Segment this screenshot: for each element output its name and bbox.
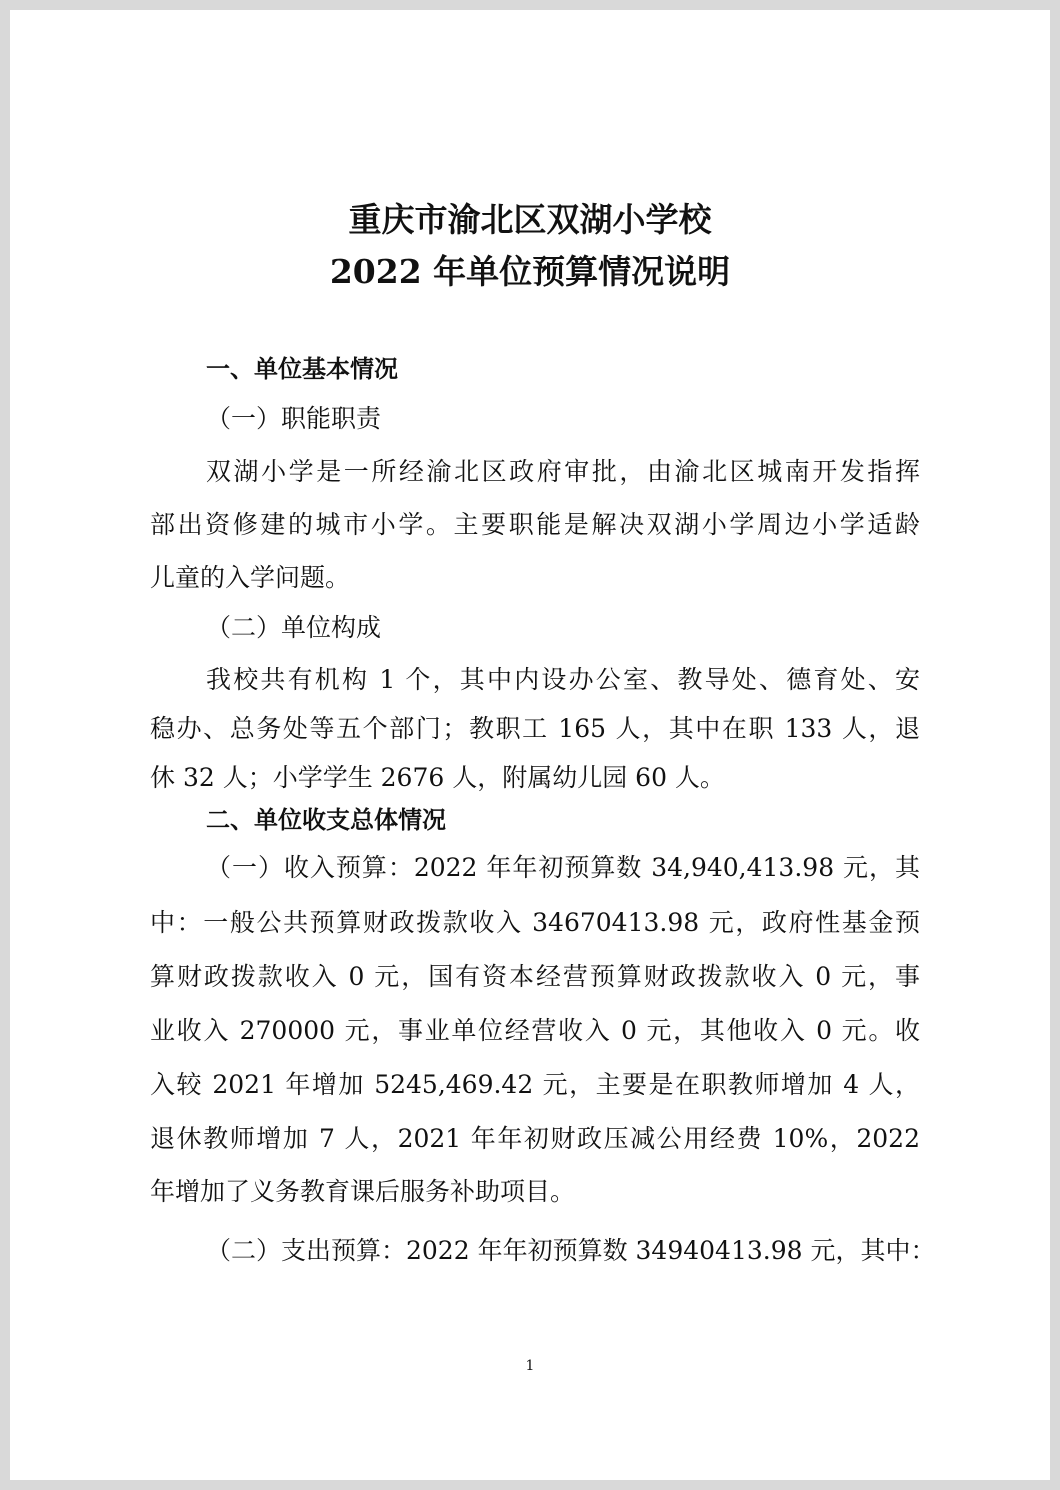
document-page [10, 10, 1050, 1480]
paragraph-line: 休 32 人；小学学生 2676 人，附属幼儿园 60 人。 [150, 763, 725, 792]
paragraph-line: （二）支出预算：2022 年年初预算数 34940413.98 元，其中： [206, 1236, 936, 1265]
paragraph-line: 稳办、总务处等五个部门；教职工 165 人，其中在职 133 人，退 [150, 714, 920, 743]
paragraph-line: 双湖小学是一所经渝北区政府审批，由渝北区城南开发指挥 [206, 457, 920, 486]
subsection-duties-heading: （一）职能职责 [206, 404, 382, 433]
document-title-line2: 2022 年单位预算情况说明 [329, 252, 731, 291]
subsection-composition-heading: （二）单位构成 [206, 613, 382, 642]
document-title-line1: 重庆市渝北区双湖小学校 [348, 200, 712, 239]
paragraph-line: 算财政拨款收入 0 元，国有资本经营预算财政拨款收入 0 元，事 [150, 962, 920, 991]
section1-heading: 一、单位基本情况 [206, 355, 398, 383]
paragraph-line: 部出资修建的城市小学。主要职能是解决双湖小学周边小学适龄 [150, 510, 920, 539]
paragraph-line: 中：一般公共预算财政拨款收入 34670413.98 元，政府性基金预 [150, 908, 920, 937]
paragraph-line: 业收入 270000 元，事业单位经营收入 0 元，其他收入 0 元。收 [150, 1016, 920, 1045]
paragraph-line: 我校共有机构 1 个，其中内设办公室、教导处、德育处、安 [206, 665, 920, 694]
paragraph-line: 儿童的入学问题。 [150, 563, 351, 592]
paragraph-line: （一）收入预算：2022 年年初预算数 34,940,413.98 元，其 [206, 853, 920, 882]
paragraph-line: 退休教师增加 7 人，2021 年年初财政压减公用经费 10%，2022 [150, 1124, 920, 1153]
paragraph-line: 年增加了义务教育课后服务补助项目。 [150, 1177, 576, 1206]
section2-heading: 二、单位收支总体情况 [206, 806, 446, 834]
paragraph-line: 入较 2021 年增加 5245,469.42 元，主要是在职教师增加 4 人， [150, 1070, 920, 1099]
page-number: 1 [525, 1358, 535, 1374]
